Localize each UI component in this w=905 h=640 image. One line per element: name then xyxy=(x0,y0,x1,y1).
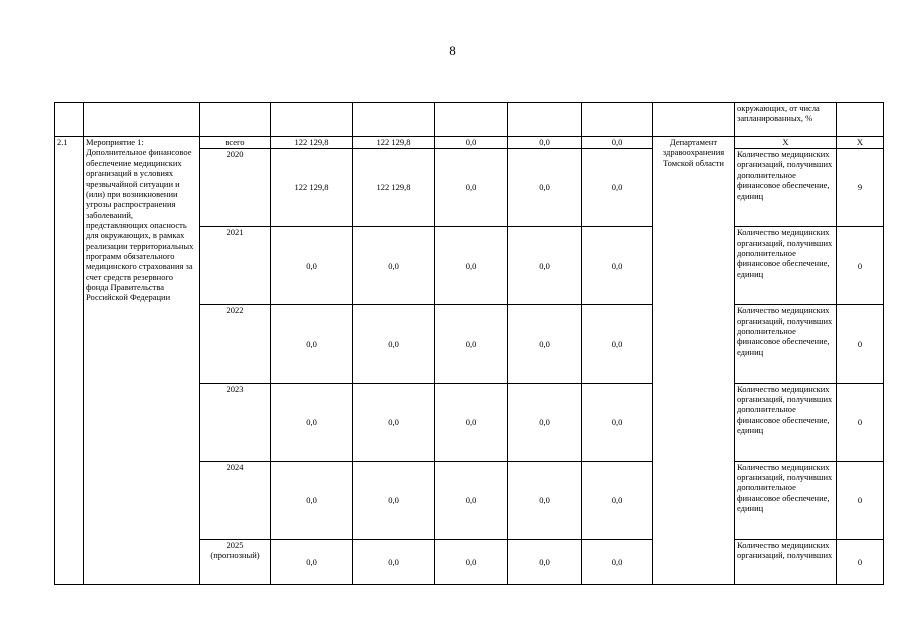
value-cell: 0,0 xyxy=(271,227,353,305)
indicator-cell: Количество медицинских организаций, получивших xyxy=(735,539,837,584)
value-cell: 0,0 xyxy=(582,539,653,584)
value-cell: 0,0 xyxy=(271,539,353,584)
continuation-row xyxy=(55,103,884,137)
value-cell: 122 129,8 xyxy=(353,149,435,227)
indicator-cell: Количество медицинских организаций, получивших дополнительное финансовое обеспечение, единиц xyxy=(735,305,837,383)
value-cell: 0,0 xyxy=(353,305,435,383)
value-cell: 0,0 xyxy=(271,461,353,539)
value-cell: 0,0 xyxy=(508,305,582,383)
period-cell: 2023 xyxy=(200,383,271,461)
target-value: 0 xyxy=(837,461,884,539)
value-cell: 0,0 xyxy=(353,227,435,305)
period-cell: 2024 xyxy=(200,461,271,539)
period-cell: 2021 xyxy=(200,227,271,305)
value-cell: 0,0 xyxy=(582,305,653,383)
target-value: Х xyxy=(837,137,884,149)
target-value: 9 xyxy=(837,149,884,227)
period-cell: 2025 (прогнозный) xyxy=(200,539,271,584)
period-cell: всего xyxy=(200,137,271,149)
target-value: 0 xyxy=(837,539,884,584)
target-value: 0 xyxy=(837,383,884,461)
measure-description: Мероприятие 1: Дополнительное финансовое обеспечение медицинских организаций в условиях чрезвычайной ситуации и (или) при возникновении угрозы распространения заболеваний, представляющих опасность для окружающих, в рамках реализации территориальных программ обязательного медицинского страхования за счет средств резервного фонда Правительства Российской Федерации xyxy=(84,137,200,585)
section-number: 2.1 xyxy=(55,137,84,585)
value-cell: 0,0 xyxy=(508,461,582,539)
value-cell: 0,0 xyxy=(435,149,508,227)
value-cell: 0,0 xyxy=(582,461,653,539)
value-cell: 0,0 xyxy=(353,461,435,539)
value-cell: 122 129,8 xyxy=(271,149,353,227)
value-cell: 0,0 xyxy=(582,383,653,461)
value-cell: 0,0 xyxy=(353,539,435,584)
value-cell: 0,0 xyxy=(508,383,582,461)
period-cell: 2020 xyxy=(200,149,271,227)
table-row-total xyxy=(55,137,884,149)
value-cell: 0,0 xyxy=(435,383,508,461)
page-number: 8 xyxy=(449,43,456,58)
indicator-cell: Количество медицинских организаций, получивших дополнительное финансовое обеспечение, единиц xyxy=(735,383,837,461)
target-value: 0 xyxy=(837,227,884,305)
value-cell: 0,0 xyxy=(435,227,508,305)
value-cell: 0,0 xyxy=(508,137,582,149)
indicator-cell: Количество медицинских организаций, получивших дополнительное финансовое обеспечение, единиц xyxy=(735,149,837,227)
program-table xyxy=(54,102,884,585)
target-value: 0 xyxy=(837,305,884,383)
indicator-cell: Количество медицинских организаций, получивших дополнительное финансовое обеспечение, единиц xyxy=(735,461,837,539)
value-cell: 0,0 xyxy=(508,227,582,305)
indicator-cell: Х xyxy=(735,137,837,149)
indicator-cell: Количество медицинских организаций, получивших дополнительное финансовое обеспечение, единиц xyxy=(735,227,837,305)
value-cell: 122 129,8 xyxy=(271,137,353,149)
value-cell: 0,0 xyxy=(582,149,653,227)
value-cell: 0,0 xyxy=(435,461,508,539)
responsible-department: Департамент здравоохранения Томской области xyxy=(653,137,735,585)
value-cell: 0,0 xyxy=(435,305,508,383)
value-cell: 0,0 xyxy=(508,539,582,584)
value-cell: 0,0 xyxy=(271,383,353,461)
value-cell: 0,0 xyxy=(271,305,353,383)
value-cell: 0,0 xyxy=(435,539,508,584)
value-cell: 0,0 xyxy=(582,227,653,305)
value-cell: 0,0 xyxy=(508,149,582,227)
value-cell: 122 129,8 xyxy=(353,137,435,149)
value-cell: 0,0 xyxy=(435,137,508,149)
period-cell: 2022 xyxy=(200,305,271,383)
value-cell: 0,0 xyxy=(353,383,435,461)
value-cell: 0,0 xyxy=(582,137,653,149)
indicator-cell: окружающих, от числа запланированных, % xyxy=(735,103,837,137)
